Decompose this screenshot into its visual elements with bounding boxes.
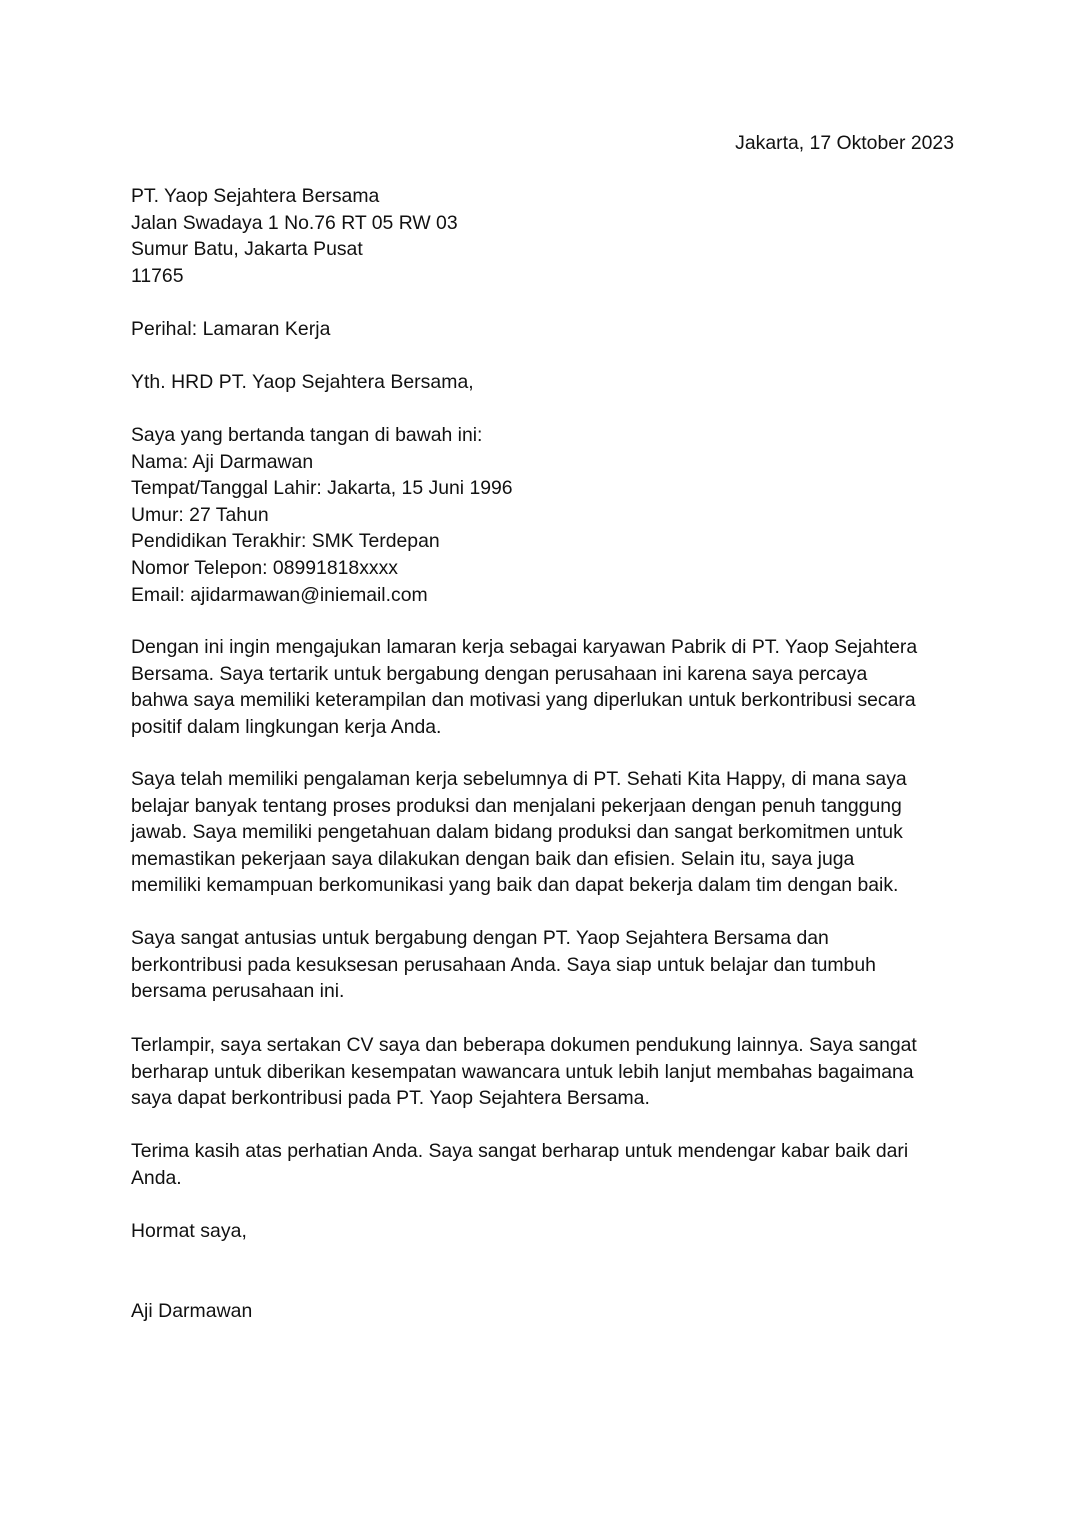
paragraph-line: berkontribusi pada kesuksesan perusahaan Anda. Saya siap untuk belajar dan tumbuh (131, 953, 876, 976)
recipient-street: Jalan Swadaya 1 No.76 RT 05 RW 03 (131, 211, 458, 234)
paragraph-4 (131, 1032, 917, 1112)
paragraph-5 (131, 1138, 908, 1191)
detail-age: Umur: 27 Tahun (131, 503, 269, 526)
paragraph-1 (131, 634, 917, 740)
recipient-postal-code: 11765 (131, 264, 184, 287)
details-intro: Saya yang bertanda tangan di bawah ini: (131, 424, 483, 446)
paragraph-line: positif dalam lingkungan kerja Anda. (131, 715, 442, 738)
paragraph-line: jawab. Saya memiliki pengetahuan dalam bidang produksi dan sangat berkomitmen untuk (131, 821, 903, 844)
recipient-company: PT. Yaop Sejahtera Bersama (131, 185, 380, 207)
detail-phone: Nomor Telepon: 08991818xxxx (131, 556, 398, 579)
letter-closing: Hormat saya, (131, 1220, 247, 1242)
letter-salutation: Yth. HRD PT. Yaop Sejahtera Bersama, (131, 371, 474, 393)
paragraph-line: bahwa saya memiliki keterampilan dan motivasi yang diperlukan untuk berkontribusi secara (131, 689, 916, 712)
detail-email: Email: ajidarmawan@iniemail.com (131, 583, 428, 606)
paragraph-line: Anda. (131, 1166, 182, 1189)
paragraph-2 (131, 766, 907, 899)
paragraph-line: Terima kasih atas perhatian Anda. Saya sangat berharap untuk mendengar kabar baik dari (131, 1140, 909, 1162)
detail-education: Pendidikan Terakhir: SMK Terdepan (131, 530, 440, 553)
paragraph-line: bersama perusahaan ini. (131, 980, 345, 1003)
paragraph-line: Terlampir, saya sertakan CV saya dan beberapa dokumen pendukung lainnya. Saya sangat (131, 1034, 917, 1056)
paragraph-3 (131, 925, 876, 1005)
signature-name: Aji Darmawan (131, 1300, 253, 1322)
paragraph-line: memiliki kemampuan berkomunikasi yang baik dan dapat bekerja dalam tim dengan baik. (131, 874, 899, 897)
paragraph-line: belajar banyak tentang proses produksi dan menjalani pekerjaan dengan penuh tanggung (131, 794, 902, 817)
paragraph-line: saya dapat berkontribusi pada PT. Yaop Sejahtera Bersama. (131, 1087, 650, 1110)
paragraph-line: Saya sangat antusias untuk bergabung dengan PT. Yaop Sejahtera Bersama dan (131, 927, 829, 949)
recipient-city: Sumur Batu, Jakarta Pusat (131, 238, 363, 261)
recipient-address (131, 183, 458, 289)
applicant-details (131, 422, 513, 608)
paragraph-line: Saya telah memiliki pengalaman kerja sebelumnya di PT. Sehati Kita Happy, di mana saya (131, 768, 907, 790)
detail-birth: Tempat/Tanggal Lahir: Jakarta, 15 Juni 1996 (131, 477, 513, 500)
paragraph-line: Dengan ini ingin mengajukan lamaran kerja sebagai karyawan Pabrik di PT. Yaop Sejahtera (131, 636, 918, 658)
letter-date: Jakarta, 17 Oktober 2023 (735, 132, 954, 154)
paragraph-line: berharap untuk diberikan kesempatan wawancara untuk lebih lanjut membahas bagaimana (131, 1060, 914, 1083)
paragraph-line: memastikan pekerjaan saya dilakukan dengan baik dan efisien. Selain itu, saya juga (131, 847, 855, 870)
paragraph-line: Bersama. Saya tertarik untuk bergabung dengan perusahaan ini karena saya percaya (131, 662, 868, 685)
detail-name: Nama: Aji Darmawan (131, 450, 314, 473)
letter-subject: Perihal: Lamaran Kerja (131, 318, 331, 340)
